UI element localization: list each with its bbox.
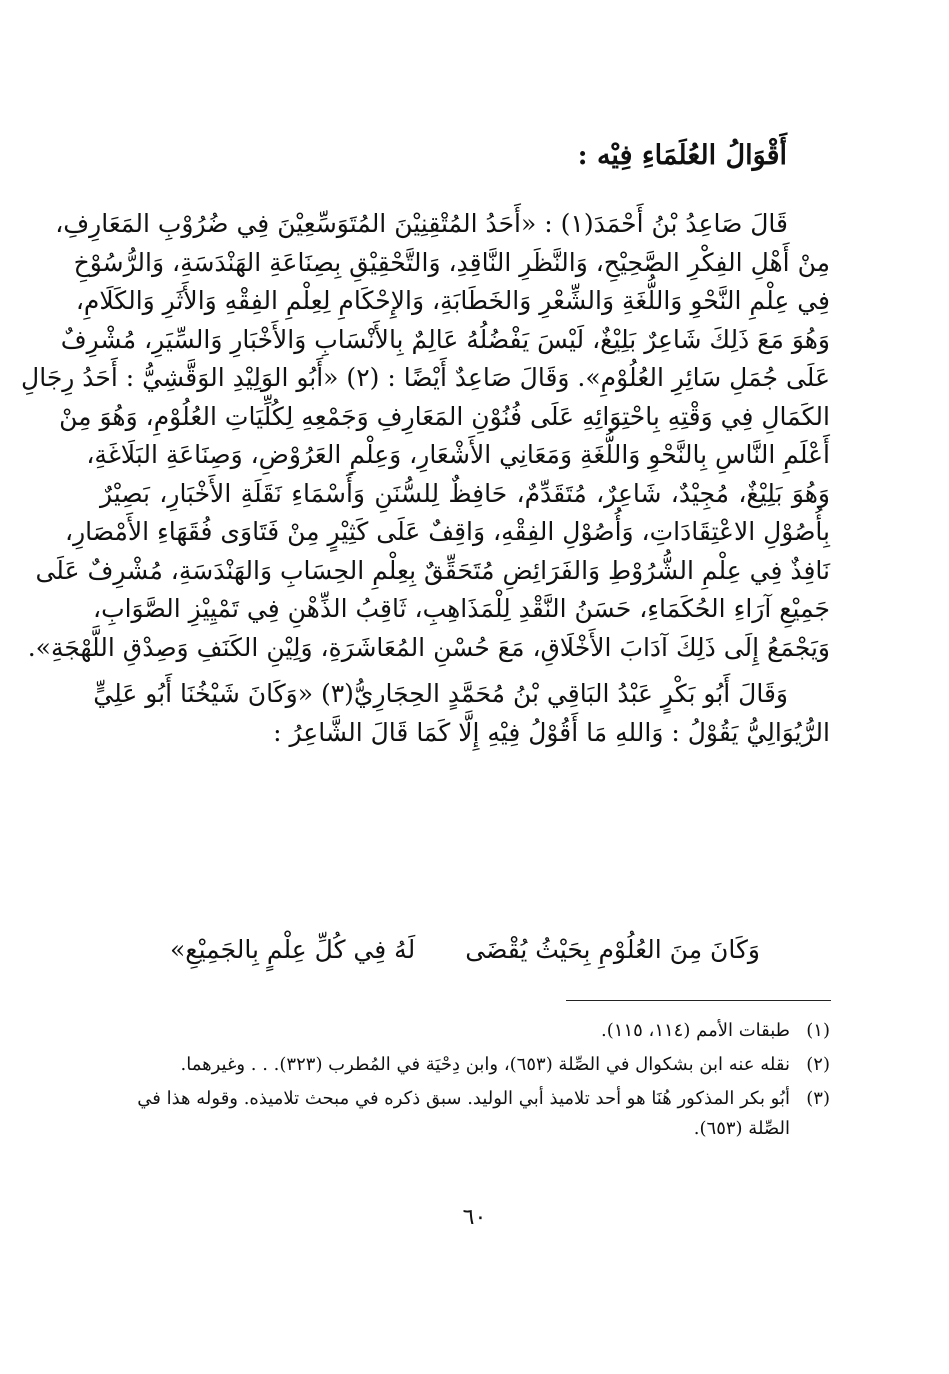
footnote	[100, 1016, 830, 1046]
verse-second-hemistich: لَهُ فِي كُلِّ عِلْمٍ بِالجَمِيْعِ»	[170, 935, 416, 964]
text-line: وَيَجْمَعُ إِلَى ذَلِكَ آدَابَ الأَخْلَاقِ، مَعَ حُسْنِ المُعَاشَرَةِ، وَلِيْنِ الكَنَفِ وَصِدْقِ اللَّهْجَةِ».	[27, 632, 830, 662]
text-line: مِنْ أَهْلِ الفِكْرِ الصَّحِيْحِ، وَالنَّظَرِ النَّاقِدِ، وَالتَّحْقِيْقِ بِصِنَاعَةِ الهَنْدَسَةِ، وَالرُّسُوْخِ	[73, 247, 830, 277]
verse-first-hemistich: وَكَانَ مِنَ العُلُوْمِ بِحَيْثُ يُقْضَى	[465, 935, 760, 964]
footnote-number: (١)	[806, 1020, 830, 1041]
text-line: فِي عِلْمِ النَّحْوِ وَاللُّغَةِ وَالشِّعْرِ وَالخَطَابَةِ، وَالإِحْكَامِ لِعِلْمِ الفِقْهِ وَالأَثَرِ وَالكَلَامِ،	[75, 286, 830, 315]
text-line: الرُّيُوَالِيُّ يَقُوْلُ : وَاللهِ مَا أَقُوْلُ فِيْهِ إِلَّا كَمَا قَالَ الشَّاعِرُ :	[273, 717, 830, 747]
footnote-text: طبقات الأمم (١١٤، ١١٥).	[601, 1020, 790, 1041]
text-line: وَهُوَ بَلِيْغٌ، مُجِيْدٌ، شَاعِرٌ، مُتَقَدِّمٌ، حَافِظٌ لِلسُّنَنِ وَأَسْمَاءِ نَقَلَةِ الأَخْبَارِ، بَصِيْرٌ	[100, 478, 830, 508]
text-line: عَلَى جُمَلِ سَائِرِ العُلُوْمِ». وَقَالَ صَاعِدٌ أَيْضًا : (٢) «أَبُو الوَلِيْدِ الوَقَّشِيُّ : أَحَدُ رِجَالِ	[21, 363, 830, 392]
text-line: قَالَ صَاعِدُ بْنُ أَحْمَدَ(١) : «أَحَدُ المُتْقِنِيْنَ المُتَوَسِّعِيْنَ فِي ضُرُوْبِ المَعَارِفِ،	[55, 209, 788, 238]
paragraph-gap	[100, 667, 830, 675]
text-line: وَهُوَ مَعَ ذَلِكَ شَاعِرٌ بَلِيْغٌ، لَيْسَ يَفْضُلُهُ عَالِمٌ بِالأَنْسَابِ وَالأَخْبَارِ وَالسِّيَرِ، مُشْرِفٌ	[60, 324, 830, 354]
footnote-number: (٢)	[806, 1054, 830, 1075]
text-line: أَعْلَمِ النَّاسِ بِالنَّحْوِ وَاللُّغَةِ وَمَعَانِي الأَشْعَارِ، وَعِلْمِ العَرُوْضِ، وَصِنَاعَةِ البَلَاغَةِ،	[86, 440, 830, 469]
footnote-text: أبُو بكر المذكور هُنَا هو أحد تلاميذ أبي الوليد. سبق ذكره في مبحث تلاميذه. وقوله هذا في الصِّلة (٦٥٣).	[137, 1088, 790, 1139]
text-line: وَقَالَ أَبُو بَكْرٍ عَبْدُ البَاقِي بْنُ مُحَمَّدٍ الحِجَارِيُّ(٣) «وَكَانَ شَيْخُنَا أَبُو عَلِيٍّ	[93, 679, 788, 708]
footnotes	[100, 1016, 830, 1148]
text-line: نَافِذٌ فِي عِلْمِ الشُّرُوْطِ وَالفَرَائِضِ مُتَحَقِّقٌ بِعِلْمِ الحِسَابِ وَالهَنْدَسَةِ، مُشْرِفٌ عَلَى	[35, 555, 830, 585]
footnote-number: (٣)	[806, 1088, 830, 1109]
text-line: جَمِيْعِ آرَاءِ الحُكَمَاءِ، حَسَنُ النَّقْدِ لِلْمَذَاهِبِ، ثَاقِبُ الذِّهْنِ فِي تَمْيِيْزِ الصَّوَابِ،	[93, 594, 830, 623]
page-number: ٦٠	[462, 1205, 487, 1230]
poetry-verse	[170, 930, 760, 970]
footnote-separator	[566, 1000, 831, 1001]
section-heading: أَقْوَالُ العُلَمَاءِ فِيْه :	[577, 140, 787, 171]
main-text	[21, 205, 830, 752]
text-line: بِأُصُوْلِ الاعْتِقَادَاتِ، وَأُصُوْلِ الفِقْهِ، وَاقِفٌ عَلَى كَثِيْرٍ مِنْ فَتَاوَى فُقَهَاءِ الأَمْصَارِ،	[65, 517, 830, 546]
text-line: الكَمَالِ فِي وَقْتِهِ بِاحْتِوَائِهِ عَلَى فُنُوْنِ المَعَارِفِ وَجَمْعِهِ لِكُلِّيَاتِ العُلُوْمِ، وَهُوَ مِنْ	[59, 401, 830, 431]
footnote	[100, 1050, 830, 1080]
footnote-text: نقله عنه ابن بشكوال في الصِّلة (٦٥٣)، وابن دِحْيَة في المُطرب (٣٢٣). . . وغيرهما.	[180, 1054, 790, 1075]
footnote	[100, 1084, 830, 1144]
